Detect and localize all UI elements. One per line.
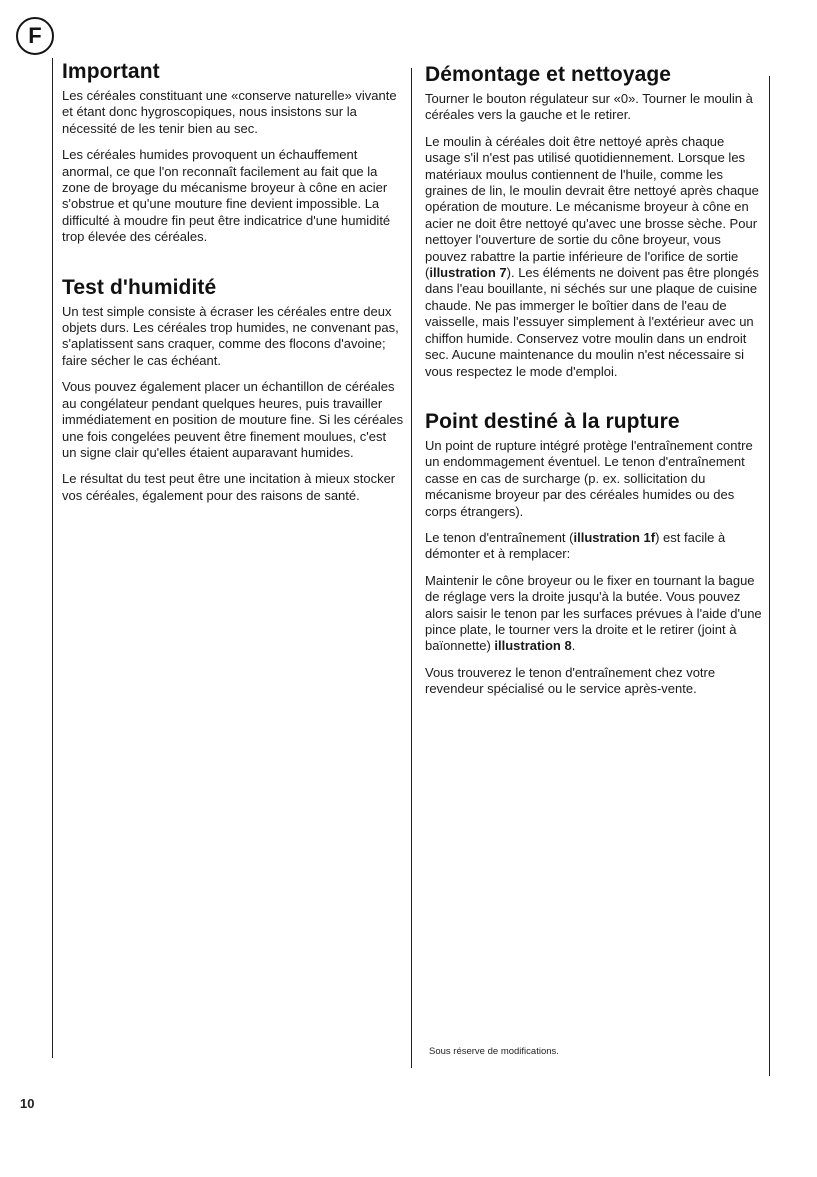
humidity-test-paragraph-3: Le résultat du test peut être une incitation à mieux stocker vos céréales, également pour des raisons de santé. [62, 471, 396, 503]
breaking-point-paragraph-2 [425, 530, 763, 563]
dismantling-paragraph-2 [425, 134, 763, 380]
important-heading: Important [62, 60, 160, 83]
illustration-7-reference: illustration 7 [429, 265, 507, 281]
breaking-point-paragraph-2-text-b: ) est facile à démonter et à remplacer: [425, 529, 726, 562]
language-badge-icon [16, 17, 54, 55]
breaking-point-paragraph-4: Vous trouverez le tenon d'entraînement chez votre revendeur spécialisé ou le service après-vente. [425, 664, 716, 697]
page-number: 10 [20, 1096, 35, 1111]
left-margin-rule [52, 58, 53, 1058]
right-column [425, 63, 763, 708]
illustration-8-reference: illustration 8 [494, 638, 572, 654]
humidity-test-paragraph-1: Un test simple consiste à écraser les céréales entre deux objets durs. Les céréales trop humides, ne convenant pas, s'aplatissent sans craquer, comme des flocons d'avoine; faire sécher le cas échéant. [62, 303, 399, 368]
column-divider-rule [411, 68, 412, 1068]
breaking-point-paragraph-3 [425, 573, 763, 655]
footer-note: Sous réserve de modifications. [429, 1046, 559, 1057]
humidity-test-heading: Test d'humidité [62, 275, 217, 299]
important-paragraph-2: Les céréales humides provoquent un échauffement anormal, ce que l'on reconnaît facilement au fait que la zone de broyage du mécanisme broyeur à cône en acier s'obstrue et qu'une mouture fine devient impossible. La difficulté à moudre fin peut être indicatrice d'une humidité trop élevée des céréales. [62, 147, 391, 245]
breaking-point-heading: Point destiné à la rupture [425, 409, 680, 433]
humidity-test-paragraph-2: Vous pouvez également placer un échantillon de céréales au congélateur pendant quelques heures, puis travailler immédiatement en position de mouture fine. Si les céréales une fois congelées peuvent être finement moulues, c'est un signe clair qu'elles étaient auparavant humides. [62, 379, 404, 460]
dismantling-paragraph-1: Tourner le bouton régulateur sur «0». Tourner le moulin à céréales vers la gauche et le retirer. [425, 91, 753, 123]
left-column [62, 60, 404, 514]
right-margin-rule [769, 76, 770, 1076]
illustration-1f-reference: illustration 1f [573, 529, 656, 545]
dismantling-paragraph-2-text-b: ). Les éléments ne doivent pas être plongés dans l'eau bouillante, ni séchés sur une plaque de cuisine chaude. Ne pas immerger le boîtier dans de l'eau de vaisselle, mais l'essuyer simplement à l'extérieur avec un chiffon humide. Conservez votre moulin dans un endroit sec. Aucune maintenance du moulin n'est nécessaire si vous respectez le mode d'emploi. [425, 265, 759, 379]
dismantling-heading: Démontage et nettoyage [425, 63, 672, 86]
breaking-point-paragraph-2-text-a: Le tenon d'entraînement ( [425, 529, 574, 545]
dismantling-paragraph-2-text-a: Le moulin à céréales doit être nettoyé après chaque usage s'il n'est pas utilisé quotidiennement. Lorsque les matériaux moulus contiennent de l'huile, comme les graines de lin, le moulin devrait être nettoyé après chaque opération de mouture. Le mécanisme broyeur à cône en acier ne doit être nettoyé qu'avec une brosse sèche. Pour nettoyer l'ouverture de sortie du cône broyeur, vous pouvez rabattre la partie inférieure de l'orifice de sortie ( [425, 133, 759, 281]
language-badge-label: F [28, 23, 42, 48]
breaking-point-paragraph-1: Un point de rupture intégré protège l'entraînement contre un endommagement éventuel. Le tenon d'entraînement casse en cas de surcharge (p. ex. sollicitation du mécanisme broyeur par des céréales humides ou des corps étrangers). [425, 437, 753, 519]
breaking-point-paragraph-3-text-a: Maintenir le cône broyeur ou le fixer en tournant la bague de réglage vers la droite jusqu'à la butée. Vous pouvez alors saisir le tenon par les surfaces prévues à l'aide d'une pince plate, le tourner vers la droite et le retirer (joint à baïonnette) [425, 572, 762, 654]
breaking-point-paragraph-3-text-b: . [571, 638, 576, 654]
important-paragraph-1: Les céréales constituant une «conserve naturelle» vivante et étant donc hygroscopiques, nous insistons sur la nécessité de les tenir bien au sec. [62, 88, 397, 136]
